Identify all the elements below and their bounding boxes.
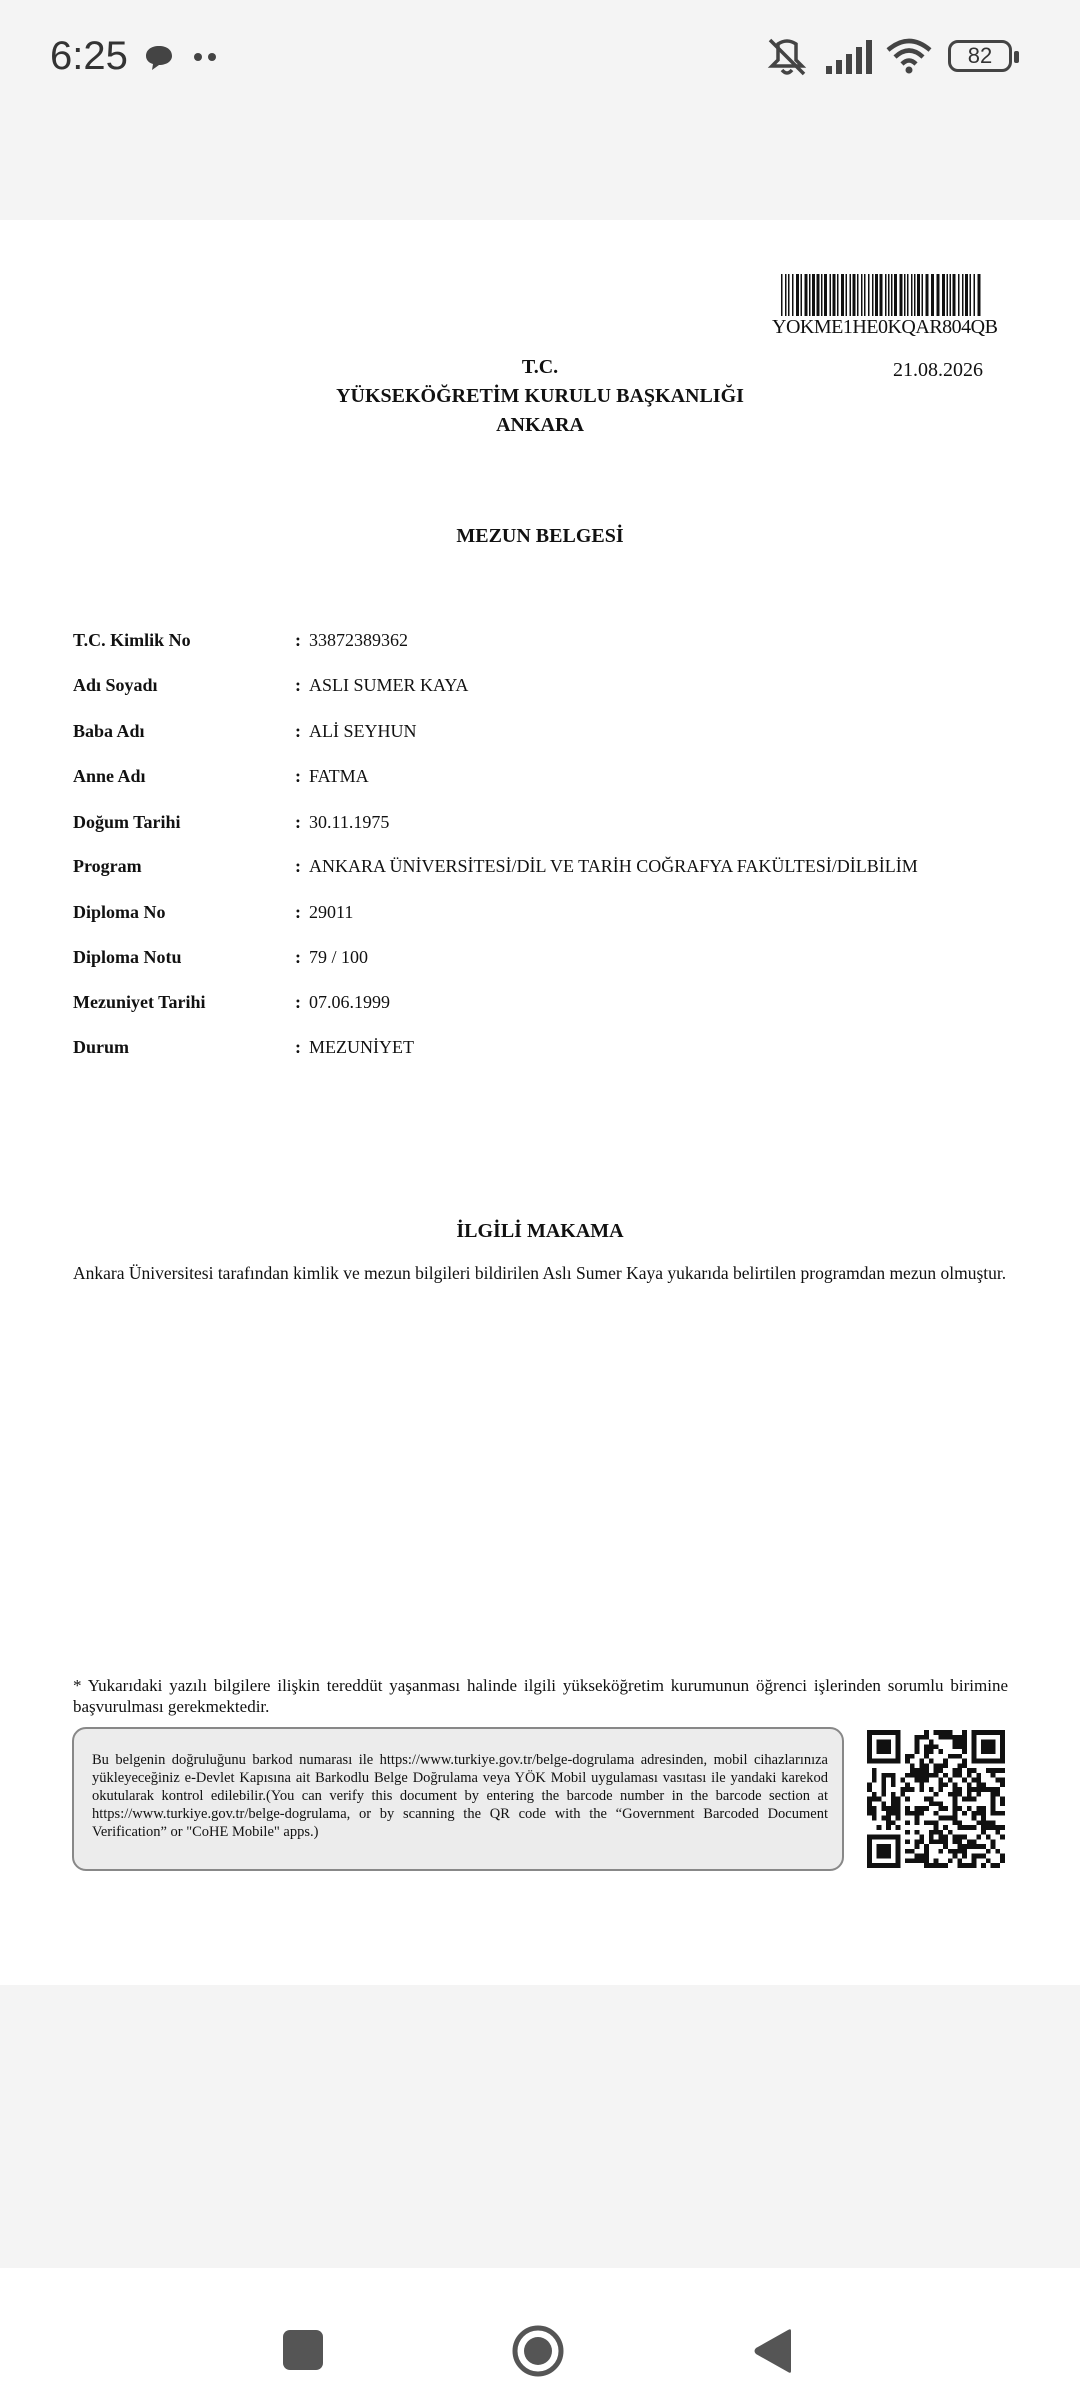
field-colon: : — [295, 1037, 301, 1057]
section-title: İLGİLİ MAKAMA — [456, 1220, 624, 1242]
header-line-tc: T.C. — [521, 356, 559, 378]
field-label: Durum — [73, 1037, 130, 1057]
document-page — [0, 220, 1080, 1985]
field-durum — [73, 1037, 1033, 1067]
footnote: * Yukarıdaki yazılı bilgilere ilişkin tereddüt yaşanması halinde ilgili yükseköğretim kurumunun öğrenci işlerinden sorumlu birimine başvurulması gerekmektedir. — [73, 1676, 1008, 1716]
back-button[interactable] — [753, 2328, 793, 2374]
field-label: Diploma No — [73, 902, 166, 922]
field-colon: : — [295, 630, 301, 650]
field-baba-adi — [73, 721, 1033, 751]
field-value: 79 / 100 — [309, 947, 369, 967]
field-label: Anne Adı — [73, 766, 146, 786]
field-value: 33872389362 — [309, 630, 408, 650]
verification-box — [72, 1727, 844, 1871]
verification-text: Bu belgenin doğruluğunu barkod numarası ile https://www.turkiye.gov.tr/belge-dogrulama adresinden, mobil cihazlarınıza yükleyeceğiniz e-Devlet Kapısına ait Barkodlu Belge Doğrulama veya YÖK Mobil uygulaması vasıtası ile yandaki karekod okutularak kontrol edilebilir.(You can verify this document by entering the barcode number in the barcode section at https://www.turkiye.gov.tr/belge-dogrulama, or by scanning the QR code with the “Government Barcoded Document Verification” or "CoHE Mobile" apps.) — [92, 1752, 828, 1840]
recents-button[interactable] — [283, 2330, 323, 2370]
field-dogum-tarihi — [73, 812, 1033, 842]
field-tc-kimlik-no — [73, 630, 1033, 660]
field-anne-adi — [73, 766, 1033, 796]
field-value: ALİ SEYHUN — [309, 721, 417, 741]
battery-icon: 82 — [948, 40, 1012, 72]
wifi-icon — [886, 38, 932, 74]
barcode-image — [781, 274, 983, 322]
field-label: T.C. Kimlik No — [73, 630, 191, 650]
field-colon: : — [295, 947, 301, 967]
field-adi-soyadi — [73, 675, 1033, 705]
more-dots-icon — [193, 52, 217, 62]
navigation-bar — [0, 2268, 1080, 2400]
field-colon: : — [295, 766, 301, 786]
chat-bubble-icon — [144, 44, 174, 72]
field-value: ANKARA ÜNİVERSİTESİ/DİL VE TARİH COĞRAFYA FAKÜLTESİ/DİLBİLİM — [309, 856, 918, 876]
field-label: Diploma Notu — [73, 947, 182, 967]
status-bar — [0, 0, 1080, 120]
barcode-number: YOKME1HE0KQAR804QB — [772, 316, 998, 338]
field-diploma-no — [73, 902, 1033, 932]
field-colon: : — [295, 856, 301, 876]
home-button[interactable] — [511, 2324, 565, 2378]
document-title: MEZUN BELGESİ — [456, 525, 624, 547]
signal-icon — [826, 40, 876, 74]
field-value: MEZUNİYET — [309, 1037, 414, 1057]
field-program — [73, 856, 1033, 886]
field-colon: : — [295, 812, 301, 832]
header-line-city: ANKARA — [496, 414, 584, 436]
field-label: Baba Adı — [73, 721, 145, 741]
field-value: ASLI SUMER KAYA — [309, 675, 469, 695]
field-colon: : — [295, 902, 301, 922]
field-colon: : — [295, 992, 301, 1012]
field-label: Program — [73, 856, 142, 876]
field-colon: : — [295, 721, 301, 741]
header-line-institution: YÜKSEKÖĞRETİM KURULU BAŞKANLIĞI — [336, 385, 744, 407]
qr-code-image — [867, 1730, 1005, 1868]
field-diploma-notu — [73, 947, 1033, 977]
document-date: 21.08.2026 — [893, 359, 983, 381]
field-value: FATMA — [309, 766, 369, 786]
field-colon: : — [295, 675, 301, 695]
field-value: 30.11.1975 — [309, 812, 390, 832]
field-mezuniyet-tarihi — [73, 992, 1033, 1022]
graduation-statement: Ankara Üniversitesi tarafından kimlik ve mezun bilgileri bildirilen Aslı Sumer Kaya yukarıda belirtilen programdan mezun olmuştur. — [73, 1263, 1007, 1283]
mute-icon — [764, 36, 810, 78]
field-label: Adı Soyadı — [73, 675, 158, 695]
field-label: Mezuniyet Tarihi — [73, 992, 206, 1012]
field-value: 29011 — [309, 902, 354, 922]
status-time: 6:25 — [50, 34, 128, 78]
field-value: 07.06.1999 — [309, 992, 390, 1012]
field-label: Doğum Tarihi — [73, 812, 181, 832]
